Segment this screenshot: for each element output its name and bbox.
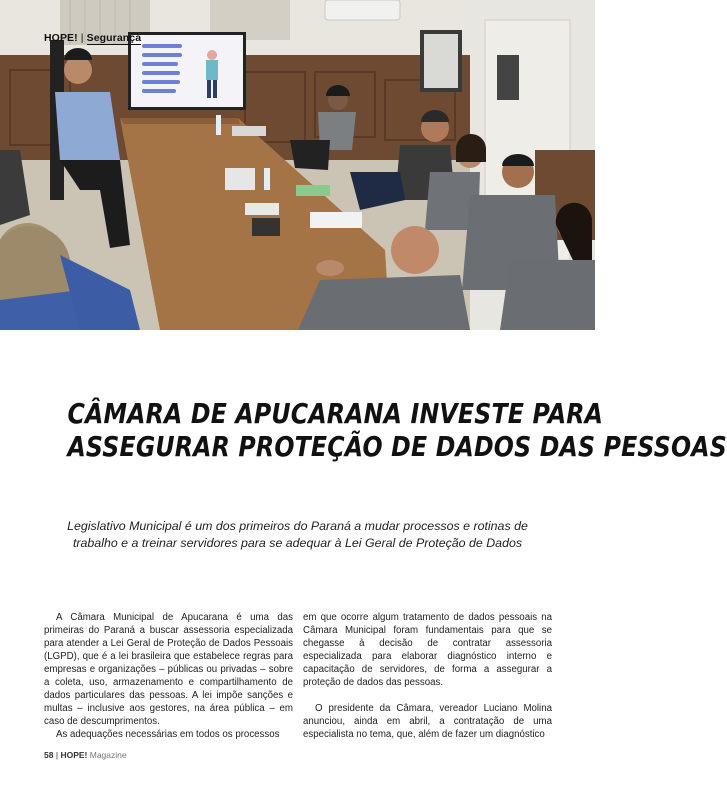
meeting-photo-illustration (0, 0, 595, 330)
page-footer (44, 750, 127, 760)
paragraph: O presidente da Câmara, vereador Luciano Molina anunciou, ainda em abril, a contratação de uma especialista no tema, que, além de fazer um diagnóstico (303, 703, 552, 741)
article-title (67, 398, 727, 464)
paragraph: em que ocorre algum tratamento de dados pessoais na Câmara Municipal foram fundamentais para que se chegasse à decisão de contratar assessoria especializada para elaborar diagnóstico interno e capacitação de servidores, de forma a assegurar a proteção de dados das pessoas. (303, 612, 552, 689)
article-subtitle: Legislativo Municipal é um dos primeiros do Paraná a mudar processos e rotinas de trabalho e a treinar servidores para se adequar à Lei Geral de Proteção de Dados (67, 519, 528, 550)
header-separator: | (80, 32, 84, 44)
footer-separator: | (55, 750, 59, 760)
brand-label: HOPE! (44, 32, 78, 44)
paragraph: A Câmara Municipal de Apucarana é uma das primeiras do Paraná a buscar assessoria especializada para atender a Lei Geral de Proteção de Dados Pessoais (LGPD), que é a lei brasileira que estabelece regras para empresas e organizações – públicas ou privadas – sobre a coleta, uso, armazenamento e compartilhamento de dados particulares das pessoas. A lei impõe sanções e multas – inclusive aos gestores, na área pública – em caso de descumprimentos. (44, 612, 293, 728)
footer-magazine: Magazine (89, 750, 127, 760)
article-title-line-2: ASSEGURAR PROTEÇÃO DE DADOS DAS PESSOAS (67, 431, 727, 463)
section-label: Segurança (86, 32, 142, 44)
footer-brand: HOPE! (60, 750, 88, 760)
article-photo (0, 0, 595, 330)
section-header (44, 32, 141, 44)
article-column-left (44, 611, 293, 741)
article-title-line-1: CÂMARA DE APUCARANA INVESTE PARA (67, 398, 604, 430)
paragraph: As adequações necessárias em todos os processos (56, 729, 280, 741)
article-column-right (303, 611, 552, 741)
page-number: 58 (44, 750, 54, 760)
